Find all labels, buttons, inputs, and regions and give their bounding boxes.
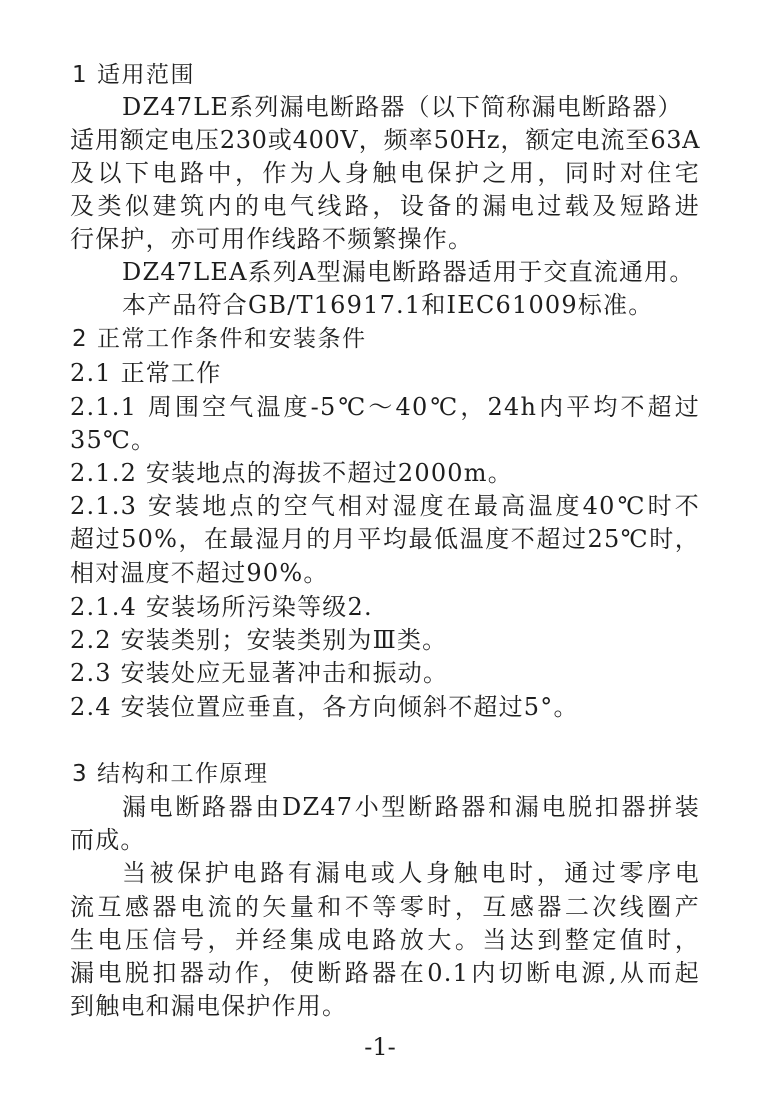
paragraph-line: 超过50%，在最湿月的月平均最低温度不超过25℃时， [70,525,700,553]
paragraph-line: 2.1.2 安装地点的海拔不超过2000m。 [70,459,513,487]
paragraph-line: 2.4 安装位置应垂直，各方向倾斜不超过5°。 [70,693,579,721]
paragraph-line: 漏电脱扣器动作，使断路器在0.1内切断电源,从而起 [70,959,700,987]
paragraph-line: 及类似建筑内的电气线路，设备的漏电过载及短路进 [70,192,700,220]
paragraph-line: 漏电断路器由DZ47小型断路器和漏电脱扣器拼装 [122,793,700,821]
page-number: -1- [364,1033,396,1061]
paragraph-line: DZ47LEA系列A型漏电断路器适用于交直流通用。 [122,258,695,286]
section-3-heading: 3 结构和工作原理 [72,761,269,787]
section-1-heading: 1 适用范围 [72,62,195,88]
paragraph-line: 生电压信号，并经集成电路放大。当达到整定值时， [70,926,700,954]
paragraph-line: 35℃。 [70,426,157,454]
paragraph-line: 2.1.1 周围空气温度-5℃～40℃，24h内平均不超过 [70,393,700,421]
paragraph-line: 当被保护电路有漏电或人身触电时，通过零序电 [122,859,700,887]
paragraph-line: 适用额定电压230或400V，频率50Hz，额定电流至63A [70,126,700,154]
paragraph-line: DZ47LE系列漏电断路器（以下简称漏电断路器） [122,93,683,121]
paragraph-line: 本产品符合GB/T16917.1和IEC61009标准。 [122,291,654,319]
paragraph-line: 2.1.3 安装地点的空气相对湿度在最高温度40℃时不 [70,492,700,520]
paragraph-line: 行保护，亦可用作线路不频繁操作。 [70,225,474,253]
paragraph-line: 2.2 安装类别；安装类别为Ⅲ类。 [70,626,448,654]
paragraph-line: 到触电和漏电保护作用。 [70,992,348,1020]
paragraph-line: 2.1.4 安装场所污染等级2. [70,593,373,621]
section-2-heading: 2 正常工作条件和安装条件 [72,326,367,352]
paragraph-line: 流互感器电流的矢量和不等零时，互感器二次线圈产 [70,893,700,921]
paragraph-line: 相对温度不超过90%。 [70,559,329,587]
paragraph-line: 2.1 正常工作 [70,359,222,387]
paragraph-line: 而成。 [70,826,146,854]
paragraph-line: 2.3 安装处应无显著冲击和振动。 [70,659,449,687]
paragraph-line: 及以下电路中，作为人身触电保护之用，同时对住宅 [70,159,700,187]
